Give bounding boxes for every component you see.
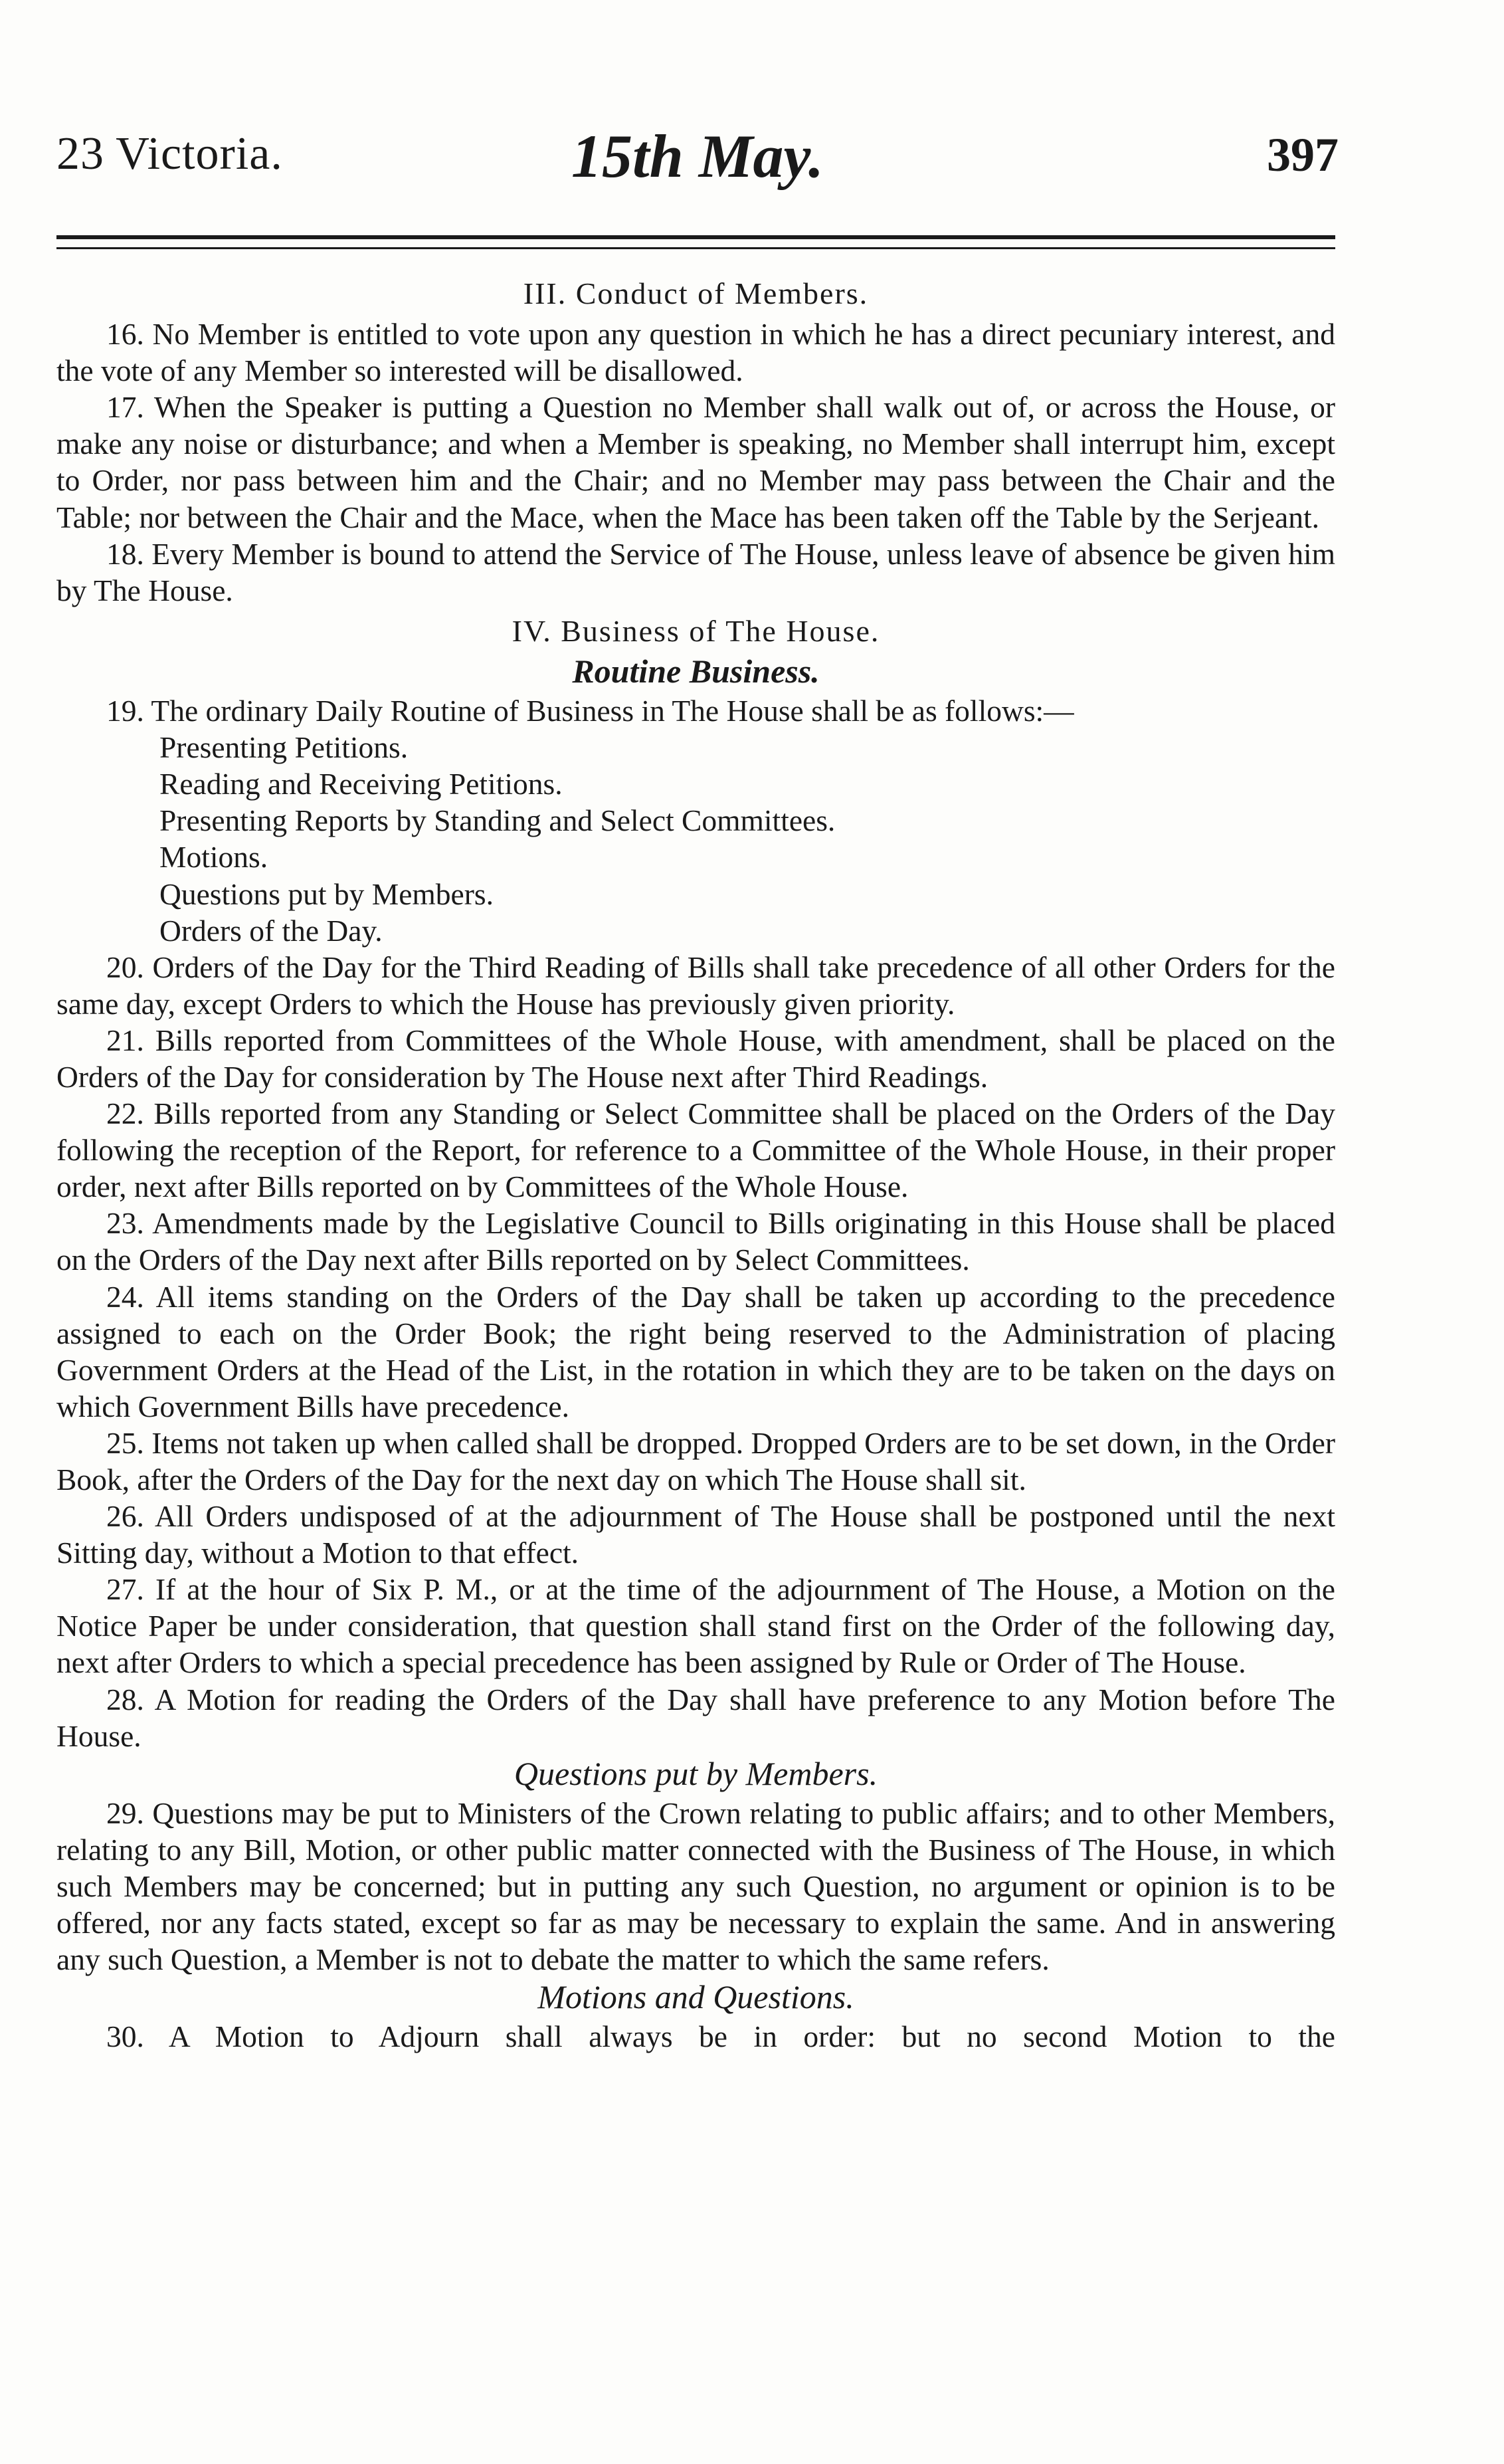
rule-29: 29. Questions may be put to Ministers of the Crown relating to public affairs; and to other Members, relating to any Bill, Motion, or other public matter connected with the Business of The House, in which such Members may be concerned; but in putting any such Question, no argument or opinion is to be offered, nor any facts stated, except so far as may be necessary to explain the same. And in answering any such Question, a Member is not to debate the matter to which the same refers.: [56, 1796, 1335, 1977]
page-header: [56, 122, 1339, 201]
header-rule-thick: [56, 235, 1335, 239]
body-text: [56, 271, 1335, 2055]
subheading-questions: Questions put by Members.: [514, 1754, 878, 1792]
rule-19: 19. The ordinary Daily Routine of Business in The House shall be as follows:—: [106, 694, 1074, 728]
rule-27: 27. If at the hour of Six P. M., or at the time of the adjournment of The House, a Motion on the Notice Paper be under consideration, that question shall stand first on the Order of the following day, next after Orders to which a special precedence has been assigned by Rule or Order of The House.: [56, 1572, 1335, 1680]
subheading-motions: Motions and Questions.: [537, 1978, 854, 2016]
rule-24: 24. All items standing on the Orders of the Day shall be taken up according to the precedence assigned to each on the Order Book; the right being reserved to the Administration of placing Government Orders at the Head of the List, in the rotation in which they are to be taken on the days on which Government Bills have precedence.: [56, 1279, 1335, 1423]
subheading-routine-business: Routine Business.: [572, 652, 820, 690]
rule-26: 26. All Orders undisposed of at the adjournment of The House shall be postponed until the next Sitting day, without a Motion to that effect.: [56, 1499, 1335, 1570]
routine-list-item: Presenting Reports by Standing and Select Committees.: [159, 803, 836, 838]
rule-16: 16. No Member is entitled to vote upon any question in which he has a direct pecuniary interest, and the vote of any Member so interested will be disallowed.: [56, 317, 1335, 388]
header-rule-thin: [56, 247, 1335, 249]
header-regnal-year: 23 Victoria.: [56, 128, 283, 179]
rule-28: 28. A Motion for reading the Orders of the Day shall have preference to any Motion before The House.: [56, 1682, 1335, 1753]
header-date: 15th May.: [571, 122, 824, 190]
rule-21: 21. Bills reported from Committees of the Whole House, with amendment, shall be placed on the Orders of the Day for consideration by The House next after Third Readings.: [56, 1023, 1335, 1094]
rule-23: 23. Amendments made by the Legislative Council to Bills originating in this House shall be placed on the Orders of the Day next after Bills reported on by Select Committees.: [56, 1206, 1335, 1277]
page-number: 397: [1267, 128, 1339, 181]
routine-list-item: Presenting Petitions.: [159, 730, 409, 765]
section-heading-conduct: III. Conduct of Members.: [523, 276, 869, 310]
section-heading-business: IV. Business of The House.: [512, 613, 880, 648]
rule-20: 20. Orders of the Day for the Third Reading of Bills shall take precedence of all other Orders for the same day, except Orders to which the House has previously given priority.: [56, 950, 1335, 1021]
rule-25: 25. Items not taken up when called shall be dropped. Dropped Orders are to be set down, in the Order Book, after the Orders of the Day for the next day on which The House shall sit.: [56, 1425, 1335, 1496]
rule-30: 30. A Motion to Adjourn shall always be in order: but no second Motion to the: [106, 2019, 1335, 2054]
rule-17: 17. When the Speaker is putting a Question no Member shall walk out of, or across the House, or make any noise or disturbance; and when a Member is speaking, no Member shall interrupt him, except to Order, nor pass between him and the Chair; and no Member may pass between the Chair and the Table; nor between the Chair and the Mace, when the Mace has been taken off the Table by the Serjeant.: [56, 390, 1335, 534]
rule-18: 18. Every Member is bound to attend the Service of The House, unless leave of absence be given him by The House.: [56, 536, 1335, 607]
routine-list-item: Motions.: [159, 840, 268, 874]
routine-list-item: Orders of the Day.: [159, 913, 383, 948]
routine-list-item: Questions put by Members.: [159, 876, 494, 911]
rule-22: 22. Bills reported from any Standing or Select Committee shall be placed on the Orders of the Day following the reception of the Report, for reference to a Committee of the Whole House, in their proper order, next after Bills reported on by Committees of the Whole House.: [56, 1096, 1335, 1204]
routine-list-item: Reading and Receiving Petitions.: [159, 767, 563, 801]
